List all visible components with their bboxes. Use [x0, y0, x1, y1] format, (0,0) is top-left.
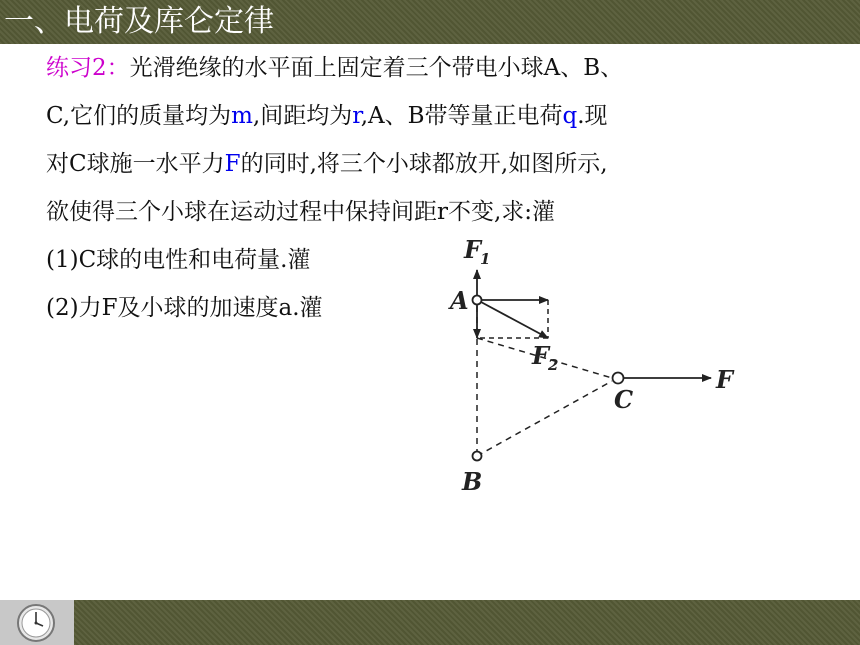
arrow-F2	[481, 302, 548, 338]
line2-text-b: ,间距均为	[252, 103, 353, 129]
exercise-label: 练习2：	[46, 55, 130, 81]
clock-icon-box[interactable]	[0, 600, 74, 645]
label-C: C	[614, 385, 634, 414]
line1-text: 光滑绝缘的水平面上固定着三个带电小球A、B、	[129, 55, 624, 81]
line3-text-b: 的同时,将三个小球都放开,如图所示,	[240, 151, 608, 177]
ball-C	[613, 373, 624, 384]
problem-line-1	[46, 44, 806, 92]
label-F1: F	[464, 235, 482, 264]
label-F: F	[716, 365, 734, 394]
var-q: q	[562, 103, 578, 129]
dashed-line-bc	[477, 381, 612, 456]
footer-bar	[0, 600, 860, 645]
force-diagram-svg	[436, 234, 739, 496]
problem-line-3	[46, 140, 806, 188]
var-F: F	[224, 151, 241, 177]
label-A: A	[450, 286, 469, 315]
title-bar	[0, 0, 860, 44]
label-F2-sub: 2	[548, 356, 559, 374]
line3-text-a: 对C球施一水平力	[46, 151, 225, 177]
question-2: (2)力F及小球的加速度a.灌	[46, 295, 323, 321]
problem-line-4: 欲使得三个小球在运动过程中保持间距r不变,求:灌	[46, 199, 556, 225]
var-m: m	[231, 103, 253, 129]
line2-text-c: ,A、B带等量正电荷	[360, 103, 563, 129]
force-diagram	[436, 234, 739, 496]
line2-text-a: C,它们的质量均为	[46, 103, 232, 129]
problem-line-2	[46, 92, 806, 140]
ball-A	[473, 296, 482, 305]
var-r: r	[352, 103, 361, 129]
clock-icon	[12, 602, 60, 644]
label-F1-sub: 1	[480, 250, 491, 268]
line2-text-d: .现	[577, 103, 608, 129]
ball-B	[473, 452, 482, 461]
label-F2: F	[532, 341, 550, 370]
question-1: (1)C球的电性和电荷量.灌	[46, 247, 311, 273]
slide-title: 一、电荷及库仑定律	[4, 4, 274, 39]
label-B: B	[462, 467, 483, 496]
